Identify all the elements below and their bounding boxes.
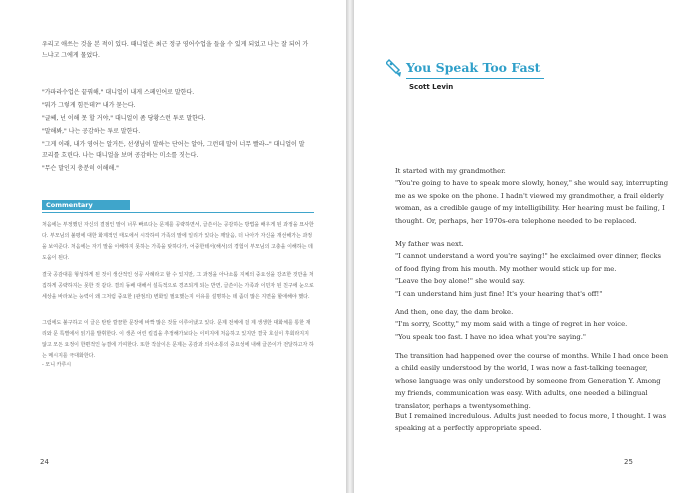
essay-paragraph [395, 165, 669, 227]
title-row [386, 58, 566, 80]
essay-line: "Leave the boy alone!" she would say. [395, 277, 525, 286]
essay-line: "I'm sorry, Scotty," my mom said with a tinge of regret in her voice. [395, 320, 628, 329]
dialogue-line: "가파라수업은 끝꿔해," 대니얼이 내게 스페인어로 말한다. [42, 89, 195, 96]
intro-paragraph [42, 40, 310, 61]
essay-line: "I can understand him just fine! It's your hearing that's off!" [395, 289, 603, 298]
essay-line: My father was next. [395, 240, 464, 248]
essay-paragraph [395, 306, 669, 343]
byline-text: - 모니 카루시 [42, 362, 72, 368]
author-name: Scott Levin [409, 83, 454, 91]
essay-line: But I remained incredulous. Adults just needed to focus more, I thought. I was speaking at a perfectly appropriate speed. [395, 412, 667, 433]
essay-paragraph [395, 238, 669, 300]
byline [42, 360, 314, 371]
essay-line: It started with my grandmother. [395, 167, 506, 175]
page-number-right: 25 [624, 458, 633, 466]
essay-line: "You speak too fast. I have no idea what you're saying." [395, 332, 587, 341]
dialogue-line: "무슨 말인지 충분히 이해해." [42, 164, 119, 172]
essay-line: "You're going to have to speak more slowly, honey," she would say, interrupting me as we spoke on the phone. I hadn't viewed my grandmother, a frail elderly woman, as a credible gauge of my intelligibility. Her hearing must be failing, I thought. Or, perhaps, her 1970s-era telephone needed to be replaced. [395, 179, 669, 225]
essay-line: "I cannot understand a word you're saying!" he exclaimed over dinner, flecks of food flying from his mouth. My mother would stick up for me. [395, 252, 661, 273]
dialogue-block [42, 88, 310, 177]
commentary-divider [42, 212, 314, 213]
page-number-left: 24 [40, 458, 49, 466]
dialogue-line: "그게 이래, 내가 영어는 알거든, 선생님이 말하는 단어는 알아, 그런데 말이 너무 빨라--" 대니얼이 말꼬리를 흐린다. 나는 대니얼을 보며 공감하는 미소를 짓는다. [42, 141, 305, 159]
fountain-pen-icon [386, 58, 402, 78]
essay-line: The transition had happened over the course of months. While I had once been a child easily understood by the world, I was now a fast-talking teenager, whose language was only understood by someone from Generation Y. Among my friends, communication was easy. With adults, one needed a bilingual translator, perhaps a twentysomething. [395, 352, 669, 410]
dialogue-line: "글쎄, 넌 이해 못 할 거야," 대니얼이 좀 당황스런 투로 말한다. [42, 115, 206, 122]
title-underline [406, 78, 544, 79]
dialogue-line: "뭐가 그렇게 힘든데?" 내가 묻는다. [42, 102, 136, 109]
essay-line: And then, one day, the dam broke. [395, 308, 514, 316]
commentary-text: 그럼에도 불구하고 이 글은 탄탄 깔끔한 문장에 바짝 많은 것들 이루어냈고 있다. 문제 전체에 걸 제 생생한 대화체를 통한 재리와 문 특별에서 읽기를 발휘한다. 이 생존 어린 킬집을 추정해가보다는 이미지에 처음하고 있지만 결국 호실이 후회라지지 않고 모든 요정이 한편적인 능결에 기여한다. 또한 작살이은 문제는 공감과 의사소통의 중요성에 내해 글쓴이가 전달하고자 하는 메시지를 극대화한다. [42, 320, 314, 359]
intro-text: 우리고 애쓰는 것을 본 적이 있다. 때니얼은 최근 정규 영어수업을 들을 수 있게 되었고 나는 잘 되어 가느냐고 그에게 물었다. [42, 41, 309, 59]
commentary-paragraph [42, 270, 314, 303]
essay-paragraph [395, 350, 669, 412]
book-spine [346, 0, 354, 493]
right-page [354, 0, 700, 493]
essay-paragraph [395, 410, 669, 435]
commentary-paragraph [42, 220, 314, 264]
essay-title: You Speak Too Fast [406, 60, 541, 75]
left-page [0, 0, 346, 493]
commentary-label: Commentary [42, 200, 130, 210]
commentary-text: 처음에는 부정했던 자신의 결점인 말이 너무 빠르다는 문제를 공략하면서, 글쓴이는 공감하는 방법을 배우게 된 과정을 묘사한다. 부모님의 불평에 대한 화제적인 태도에서 시작하여 가족의 말에 일리가 있다는 깨달음, 더 나아가 자신을 개선해가는 과정을 보여준다. 처음에는 자기 말을 이해하지 못하는 가족을 탓하다가, 어중한테서(해서)의 경험이 부모님의 고충을 이해하는 데 도움이 된다. [42, 222, 314, 261]
commentary-text: 결국 공감대를 형성하게 된 것이 생산적인 성공 사례라고 할 수 있지만, 그 과정을 아나소툼 지체의 중요성을 강조한 것만을 처집하게 공략하지는 못한 것 같다. 결의 동배 대해서 설득적으로 경조되게 되는 반면, 글쓴이는 가족과 이민자 된 친구에 눈으로 세상을 바라보는 능력이 왜 그처럼 중요한 (관점의) 변화일 필요했는지 이유를 설명하는 데 좀더 많은 지면을 할애해야 했다. [42, 272, 314, 300]
dialogue-line: "말해봐," 나는 공감하는 투로 말한다. [42, 128, 141, 135]
commentary-paragraph [42, 318, 314, 362]
